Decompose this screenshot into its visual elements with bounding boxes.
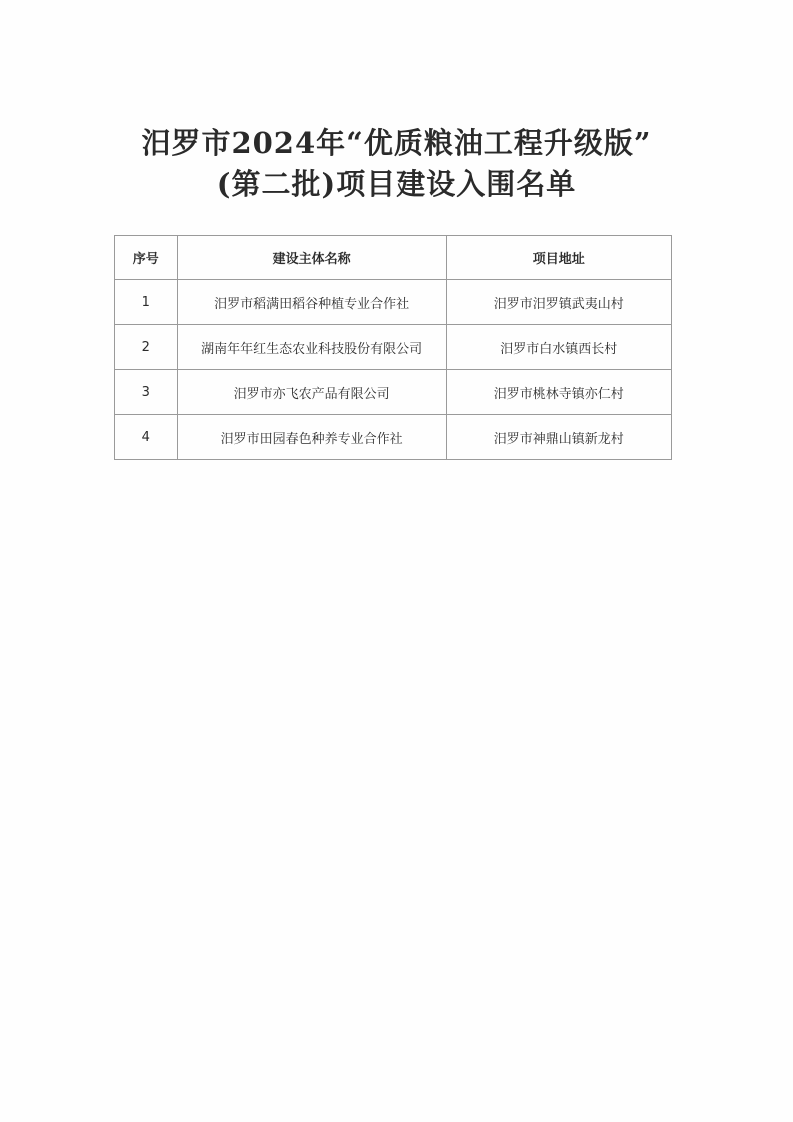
cell-serial-number: 1 (115, 280, 178, 325)
cell-entity-name: 湖南年年红生态农业科技股份有限公司 (177, 325, 446, 370)
cell-entity-name: 汨罗市亦飞农产品有限公司 (177, 370, 446, 415)
table-row (115, 370, 672, 415)
cell-project-address: 汨罗市神鼎山镇新龙村 (446, 415, 671, 460)
cell-project-address: 汨罗市汨罗镇武夷山村 (446, 280, 671, 325)
cell-serial-number: 3 (115, 370, 178, 415)
table-row (115, 415, 672, 460)
cell-project-address: 汨罗市桃林寺镇亦仁村 (446, 370, 671, 415)
cell-entity-name: 汨罗市稻满田稻谷种植专业合作社 (177, 280, 446, 325)
candidate-list-table (114, 235, 672, 460)
table-header-row (115, 236, 672, 280)
document-title-line-1: 汨罗市2024年“优质粮油工程升级版” (141, 126, 652, 160)
document-title-line-2: (第二批)项目建设入围名单 (216, 167, 577, 201)
header-project-address: 项目地址 (446, 236, 671, 280)
cell-entity-name: 汨罗市田园春色种养专业合作社 (177, 415, 446, 460)
cell-serial-number: 2 (115, 325, 178, 370)
header-entity-name: 建设主体名称 (177, 236, 446, 280)
header-serial-number: 序号 (115, 236, 178, 280)
cell-project-address: 汨罗市白水镇西长村 (446, 325, 671, 370)
table-row (115, 325, 672, 370)
cell-serial-number: 4 (115, 415, 178, 460)
table-row (115, 280, 672, 325)
